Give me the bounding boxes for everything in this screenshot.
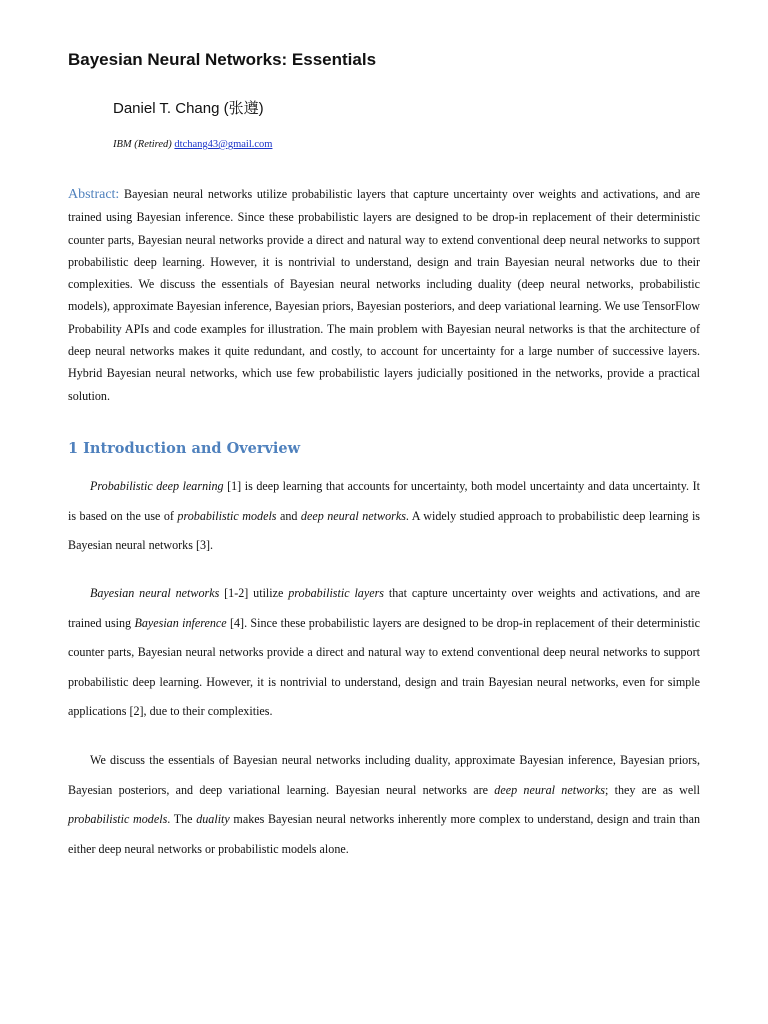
affiliation-line xyxy=(113,139,272,150)
abstract-label: Abstract: xyxy=(68,187,120,202)
p1-text-2: [1] is deep learning that accounts for uncertainty, both model uncertainty and data uncertainty. It is based on the use of xyxy=(68,479,700,523)
p2-text-5: Bayesian inference xyxy=(134,615,227,630)
p2-text-4: that capture uncertainty over weights and activations, and are trained using xyxy=(68,586,700,630)
p3-text-6: duality xyxy=(196,812,230,827)
p3-text-1: We discuss the essentials of Bayesian neural networks including duality, approximate Bayesian inference, Bayesian priors, Bayesian posteriors, and deep variational learning. Bayesian neural networks are xyxy=(68,753,700,797)
p3-text-2: deep neural networks xyxy=(494,782,605,797)
p2-text-1: Bayesian neural networks xyxy=(90,586,220,600)
p1-text-3: probabilistic models xyxy=(177,508,277,523)
abstract-text: Bayesian neural networks utilize probabilistic layers that capture uncertainty over weights and activations, and are trained using Bayesian inference. Since these probabilistic layers are designed to be drop-in replacement of their deterministic counter parts, Bayesian neural networks provide a direct and natural way to extend conventional deep neural networks to support probabilistic deep learning. However, it is nontrivial to understand, design and train Bayesian neural networks due to their complexities. We discuss the essentials of Bayesian neural networks including duality (deep neural networks, probabilistic models), approximate Bayesian inference, Bayesian priors, Bayesian posteriors, and deep variational learning. We use TensorFlow Probability APIs and code examples for illustration. The main problem with Bayesian neural networks is that the architecture of deep neural networks makes it quite redundant, and costly, to account for uncertainty for a large number of successive layers. Hybrid Bayesian neural networks, which use few probabilistic layers judicially positioned in the networks, provide a practical solution. xyxy=(68,187,700,403)
p3-text-7: makes Bayesian neural networks inherently more complex to understand, design and train than either deep neural networks or probabilistic models alone. xyxy=(68,812,701,856)
p3-text-3: ; they are as well xyxy=(604,782,700,797)
p3-text-4: probabilistic models xyxy=(68,812,168,827)
paragraph-1 xyxy=(68,472,700,561)
p1-text-6: . A widely studied approach to probabilistic deep learning is Bayesian neural networks [3]. xyxy=(68,508,701,553)
p3-text-5: . The xyxy=(167,812,197,827)
p1-text-4: and xyxy=(276,508,301,523)
paper-title: Bayesian Neural Networks: Essentials xyxy=(68,50,377,69)
p2-text-3: probabilistic layers xyxy=(288,586,385,600)
abstract xyxy=(68,183,700,407)
section-heading: 1 Introduction and Overview xyxy=(68,440,301,457)
affiliation: IBM (Retired) xyxy=(113,139,172,150)
paragraph-2 xyxy=(68,579,700,727)
p2-text-2: [1-2] utilize xyxy=(219,586,289,600)
paragraph-3 xyxy=(68,746,700,864)
p2-text-6: [4]. Since these probabilistic layers are designed to be drop-in replacement of their deterministic counter parts, Bayesian neural networks provide a direct and natural way to extend conventional deep neural networks to support probabilistic deep learning. However, it is nontrivial to understand, design and train Bayesian neural networks, even for simple applications [2], due to their complexities. xyxy=(68,615,700,719)
p1-text-5: deep neural networks xyxy=(300,508,406,523)
email-link[interactable]: dtchang43@gmail.com xyxy=(174,139,273,150)
author-name: Daniel T. Chang (张遵) xyxy=(113,100,264,117)
p1-text-1: Probabilistic deep learning xyxy=(90,479,224,493)
